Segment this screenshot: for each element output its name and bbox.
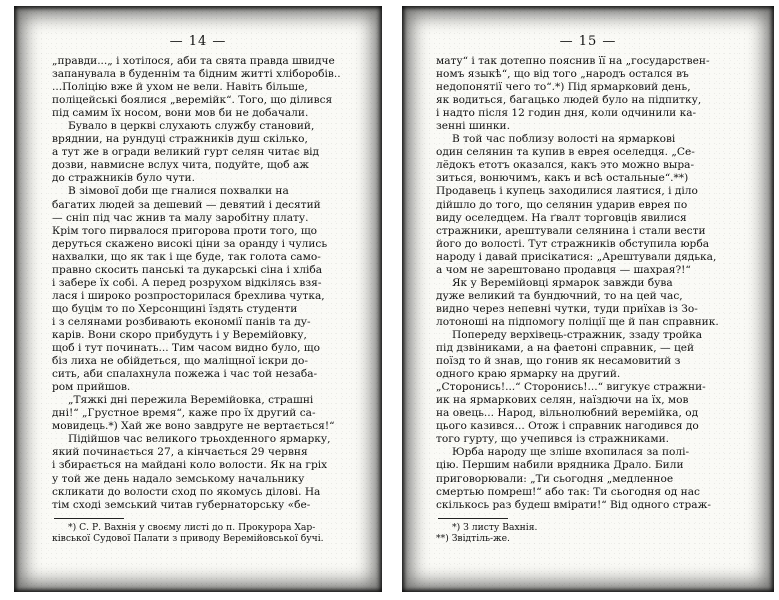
text-line: тім сході земський читав губернаторську «бе- bbox=[52, 498, 311, 511]
text-line: поїзд то й знав, що гонив як несамовитий з bbox=[436, 355, 681, 368]
text-line: зенні шинки. bbox=[436, 120, 510, 133]
text-line: дозви, навмисне вслух чита, подуйте, щоб аж bbox=[52, 159, 310, 172]
text-line: і надто після 12 годин дня, коли одчинили ка- bbox=[436, 107, 697, 120]
text-line: Як у Веремійовці ярмарок завжди бува bbox=[452, 276, 673, 289]
text-line: цього казився... Отож і справник нагодився до bbox=[436, 420, 699, 433]
text-line: — сніп під час жнив та малу заробітну плату. bbox=[52, 211, 309, 224]
text-line: цію. Першим набили врядника Драло. Били bbox=[436, 459, 684, 472]
text-line: дійшло до того, що селянин ударив еврея по bbox=[436, 198, 688, 211]
text-line: ром прийшов. bbox=[52, 381, 131, 394]
text-line: стражники, арештували селянина і стали вести bbox=[436, 224, 706, 237]
text-line: а тут же в огради великий гурт селян читає від bbox=[52, 146, 320, 159]
text-line: скликати до волости сход по якомусь ділові. На bbox=[52, 485, 321, 498]
text-line: смертью помреш!“ або так: Ти сьогодня од нас bbox=[436, 485, 700, 498]
text-line: В той час поблизу волості на ярмаркові bbox=[452, 133, 676, 146]
text-line: запанувала в буденнім та бідним житті хліборобів.. bbox=[52, 68, 341, 81]
text-line: і збирається на майдані коло волости. Як на гріх bbox=[52, 459, 328, 472]
text-line: як водиться, багацько людей було на підпитку, bbox=[436, 94, 702, 107]
text-line: Підійшов час великого трьохденного ярмарку, bbox=[68, 433, 331, 446]
text-line: дуже великий та бундючний, то на цей час, bbox=[436, 289, 683, 302]
text-line: і з селянами розбивають економії панів та ду- bbox=[52, 315, 311, 328]
text-line: під самим їх носом, вони мов би не добачали. bbox=[52, 107, 309, 120]
text-line: деруться скажено високі ціни за оранду і чулись bbox=[52, 237, 328, 250]
footnote: *) З листу Вахнія. bbox=[452, 521, 538, 533]
text-line: „Сторонись!...“ Сторонись!...“ вигукує стражни- bbox=[436, 381, 706, 394]
text-line: дні!“ „Грустное время“, каже про їх другий са- bbox=[52, 407, 316, 420]
text-line: який починається 27, а кінчається 29 червня bbox=[52, 446, 308, 459]
text-line: щоб і тут починать... Тим часом видно було, що bbox=[52, 342, 321, 355]
page-number: — 15 — bbox=[559, 34, 617, 49]
text-line: нахвалки, що як так і ще буде, так голота само- bbox=[52, 250, 321, 263]
text-line: у той же день надало земському начальнику bbox=[52, 472, 305, 485]
text-line: того гурту, що учепився із стражниками. bbox=[436, 433, 669, 446]
text-line: а чом не зарештовано продавця — шахрая?!“ bbox=[436, 263, 691, 276]
text-line: вряднии, на рундуці стражників душ скілько, bbox=[52, 133, 308, 146]
text-line: скількось раз будеш вмірати!“ Від одного страж- bbox=[436, 498, 711, 511]
footnote-rule bbox=[54, 518, 124, 519]
text-line: „Тяжкі дні пережила Веремійовка, страшні bbox=[68, 394, 314, 407]
text-line: ...Поліцію вже й ухом не вели. Навіть більше, bbox=[52, 81, 308, 94]
text-line: Бувало в церкві слухають службу становий, bbox=[68, 120, 315, 133]
text-line: правно скосить панські та дукарські сіна і хліба bbox=[52, 263, 323, 276]
page-body bbox=[402, 55, 774, 545]
text-line: „правди...„ і хотілося, аби та свята правда швидче bbox=[52, 55, 335, 67]
text-line: карів. Вони скоро прибудуть і у Веремійовку, bbox=[52, 328, 307, 341]
footnote: *) С. Р. Вахнія у своєму листі до п. Прокурора Хар- bbox=[68, 521, 316, 533]
text-line: Крім того пирвалося пригорова проти того, що bbox=[52, 224, 318, 237]
text-line: лотоноші на підпомогу поліції ще й пан справник. bbox=[436, 315, 719, 328]
text-line: біз лиха не обійдеться, що маліщної іскри до- bbox=[52, 355, 308, 368]
text-line: видно через непевні чутки, туди приїхав із Зо- bbox=[436, 302, 698, 315]
text-line: поліцейські боялися „веремійк“. Того, що ділився bbox=[52, 94, 333, 107]
text-line: що буцім то по Херсонщині їздять студенти bbox=[52, 302, 298, 315]
text-line: мату“ і так дотепно пояснив її на „государствен- bbox=[436, 55, 710, 67]
spine-gap bbox=[382, 0, 402, 600]
text-line: Юрба народу ще зліше вхопилася за полі- bbox=[452, 446, 690, 459]
text-line: номъ языкѣ“, що від того „народъ остался въ bbox=[436, 68, 689, 81]
page-body bbox=[14, 55, 382, 545]
text-line: до стражників було чути. bbox=[52, 172, 195, 185]
text-line: його до волості. Тут стражників обступила юрба bbox=[436, 237, 710, 250]
text-line: Продавець і купець заходилися лаятися, і діло bbox=[436, 185, 698, 198]
text-line: виду оселедцем. На ґвалт торговців явилися bbox=[436, 211, 687, 224]
text-line: мовидець.*) Хай же воно завдруге не вертається!“ bbox=[52, 420, 335, 433]
footnote-rule bbox=[438, 518, 508, 519]
left-page bbox=[14, 6, 382, 592]
right-page bbox=[402, 6, 774, 592]
text-line: В зімової доби ще гналися похвалки на bbox=[68, 185, 289, 198]
text-line: народу і давай присікатися: „Арештували дядька, bbox=[436, 250, 717, 263]
text-line: сить, аби спалахнула пожежа і час той незаба- bbox=[52, 368, 318, 381]
text-line: багатих людей за дешевий — девятий і десятий bbox=[52, 198, 321, 211]
text-line: приговорювали: „Ти сьогодня „медленное bbox=[436, 472, 674, 485]
footnote: ківської Судової Палати з приводу Веремійовської бучі. bbox=[52, 533, 324, 545]
text-line: ик на ярмаркових селян, наїздючи на їх, мов bbox=[436, 394, 689, 407]
text-line: лёдокъ етотъ оказался, какъ это можно выра- bbox=[436, 159, 695, 172]
page-number: — 14 — bbox=[169, 34, 227, 49]
footnote: **) Звідтіль-же. bbox=[436, 533, 510, 545]
text-line: під дзвіниками, а на фаетоні справник, — цей bbox=[436, 342, 695, 355]
text-line: і забере їх собі. А перед розрухом відкілясь взя- bbox=[52, 276, 322, 289]
text-line: недопонятії чего то“.*) Під ярмарковий день, bbox=[436, 81, 691, 94]
text-line: лася і широко розпросторилася брехлива чутка, bbox=[52, 289, 325, 302]
text-line: зиться, вонючимъ, какъ и всѣ остальные“.**) bbox=[436, 172, 689, 185]
text-line: на овець... Народ, вільнолюбний веремійка, од bbox=[436, 407, 699, 420]
text-line: одного краю ярмарку на другий. bbox=[436, 368, 621, 381]
text-line: Попереду верхівець-стражник, ззаду тройка bbox=[452, 328, 703, 341]
text-line: один селянин та купив в еврея оселедця. „Се- bbox=[436, 146, 695, 159]
